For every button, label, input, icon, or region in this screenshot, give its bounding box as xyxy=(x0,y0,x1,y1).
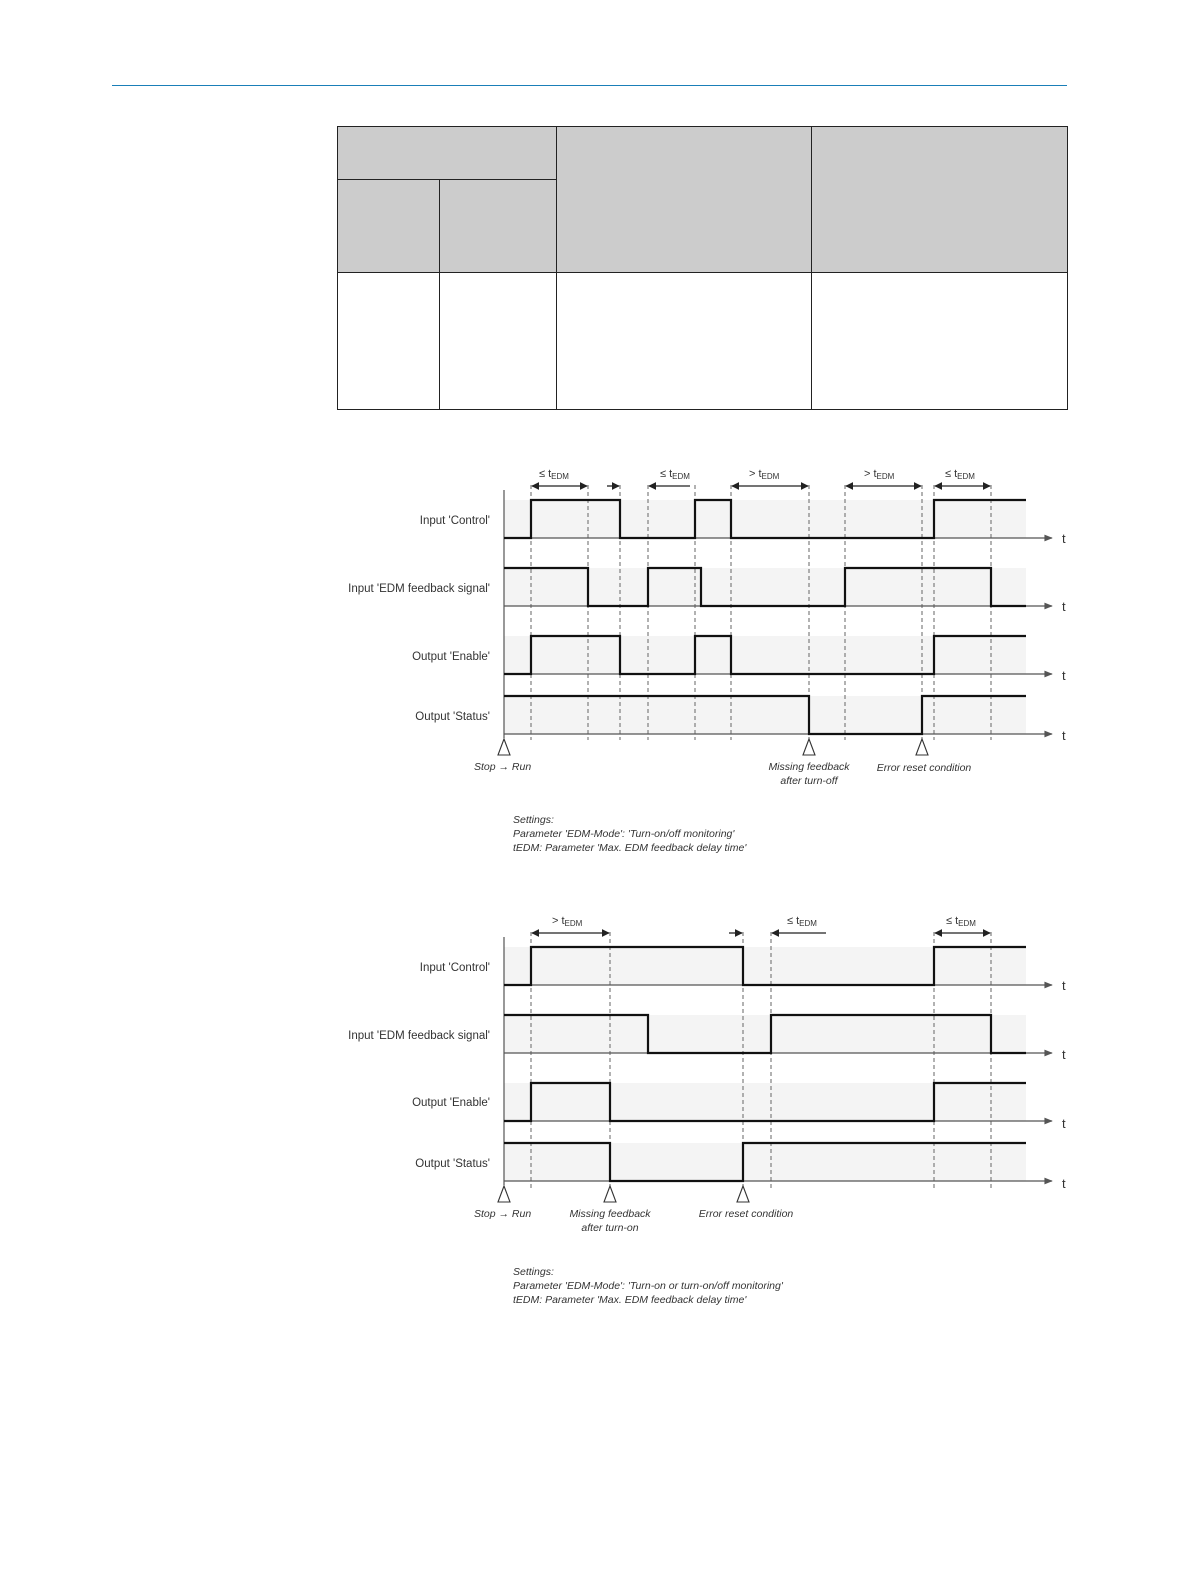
event-markers xyxy=(498,739,928,755)
marker-label-missing-feedback: after turn-off xyxy=(780,775,838,787)
marker-label-missing-feedback: Missing feedback xyxy=(569,1208,651,1220)
signal-label-enable: Output 'Enable' xyxy=(412,651,490,663)
settings-line: Parameter 'EDM-Mode': 'Turn-on or turn-on/off monitoring' xyxy=(513,1280,783,1292)
marker-label-missing-feedback: Missing feedback xyxy=(768,761,850,773)
marker-label-error-reset: Error reset condition xyxy=(698,1208,794,1220)
settings-line: Parameter 'EDM-Mode': 'Turn-on/off monitoring' xyxy=(513,828,735,840)
delay-label: > tEDM xyxy=(749,468,780,481)
axis-label-t: t xyxy=(1062,668,1066,683)
delay-label: > tEDM xyxy=(864,468,895,481)
timing-diagram-turn-on xyxy=(330,905,1080,1315)
settings-title: Settings: xyxy=(513,814,554,826)
table-header-col1 xyxy=(338,180,440,273)
signal-label-edm-feedback: Input 'EDM feedback signal' xyxy=(348,1030,490,1042)
axis-label-t: t xyxy=(1062,1047,1066,1062)
marker-label-stop-run: Stop → Run xyxy=(474,1208,532,1220)
signal-label-control: Input 'Control' xyxy=(419,515,490,527)
table-header-col3 xyxy=(557,127,812,273)
delay-label: ≤ tEDM xyxy=(946,915,976,928)
axis-label-t: t xyxy=(1062,599,1066,614)
table-cell xyxy=(557,273,812,410)
axis-label-t: t xyxy=(1062,1116,1066,1131)
delay-label: ≤ tEDM xyxy=(660,468,690,481)
marker-label-stop-run: Stop → Run xyxy=(474,761,532,773)
table-cell xyxy=(440,273,557,410)
marker-label-missing-feedback: after turn-on xyxy=(581,1222,639,1234)
axis-label-t: t xyxy=(1062,978,1066,993)
signal-label-status: Output 'Status' xyxy=(415,711,490,723)
signal-label-edm-feedback: Input 'EDM feedback signal' xyxy=(348,583,490,595)
spec-table xyxy=(337,126,1068,410)
event-markers xyxy=(498,1186,749,1202)
signal-label-status: Output 'Status' xyxy=(415,1158,490,1170)
marker-label-error-reset: Error reset condition xyxy=(876,762,972,774)
delay-label: > tEDM xyxy=(552,915,583,928)
settings-title: Settings: xyxy=(513,1266,554,1278)
settings-line: tEDM: Parameter 'Max. EDM feedback delay time' xyxy=(513,842,747,854)
signal-bands xyxy=(504,500,1026,734)
axis-label-t: t xyxy=(1062,1176,1066,1191)
table-header-group xyxy=(338,127,557,180)
table-cell xyxy=(812,273,1068,410)
axis-label-t: t xyxy=(1062,728,1066,743)
delay-label: ≤ tEDM xyxy=(945,468,975,481)
axis-label-t: t xyxy=(1062,531,1066,546)
signal-label-control: Input 'Control' xyxy=(419,962,490,974)
table-header-col2 xyxy=(440,180,557,273)
signal-label-enable: Output 'Enable' xyxy=(412,1097,490,1109)
header-rule xyxy=(112,85,1067,86)
settings-line: tEDM: Parameter 'Max. EDM feedback delay time' xyxy=(513,1294,747,1306)
timing-diagram-turn-off xyxy=(330,455,1080,865)
table-header-col4 xyxy=(812,127,1068,273)
delay-label: ≤ tEDM xyxy=(539,468,569,481)
signal-bands xyxy=(504,947,1026,1181)
delay-label: ≤ tEDM xyxy=(787,915,817,928)
table-cell xyxy=(338,273,440,410)
